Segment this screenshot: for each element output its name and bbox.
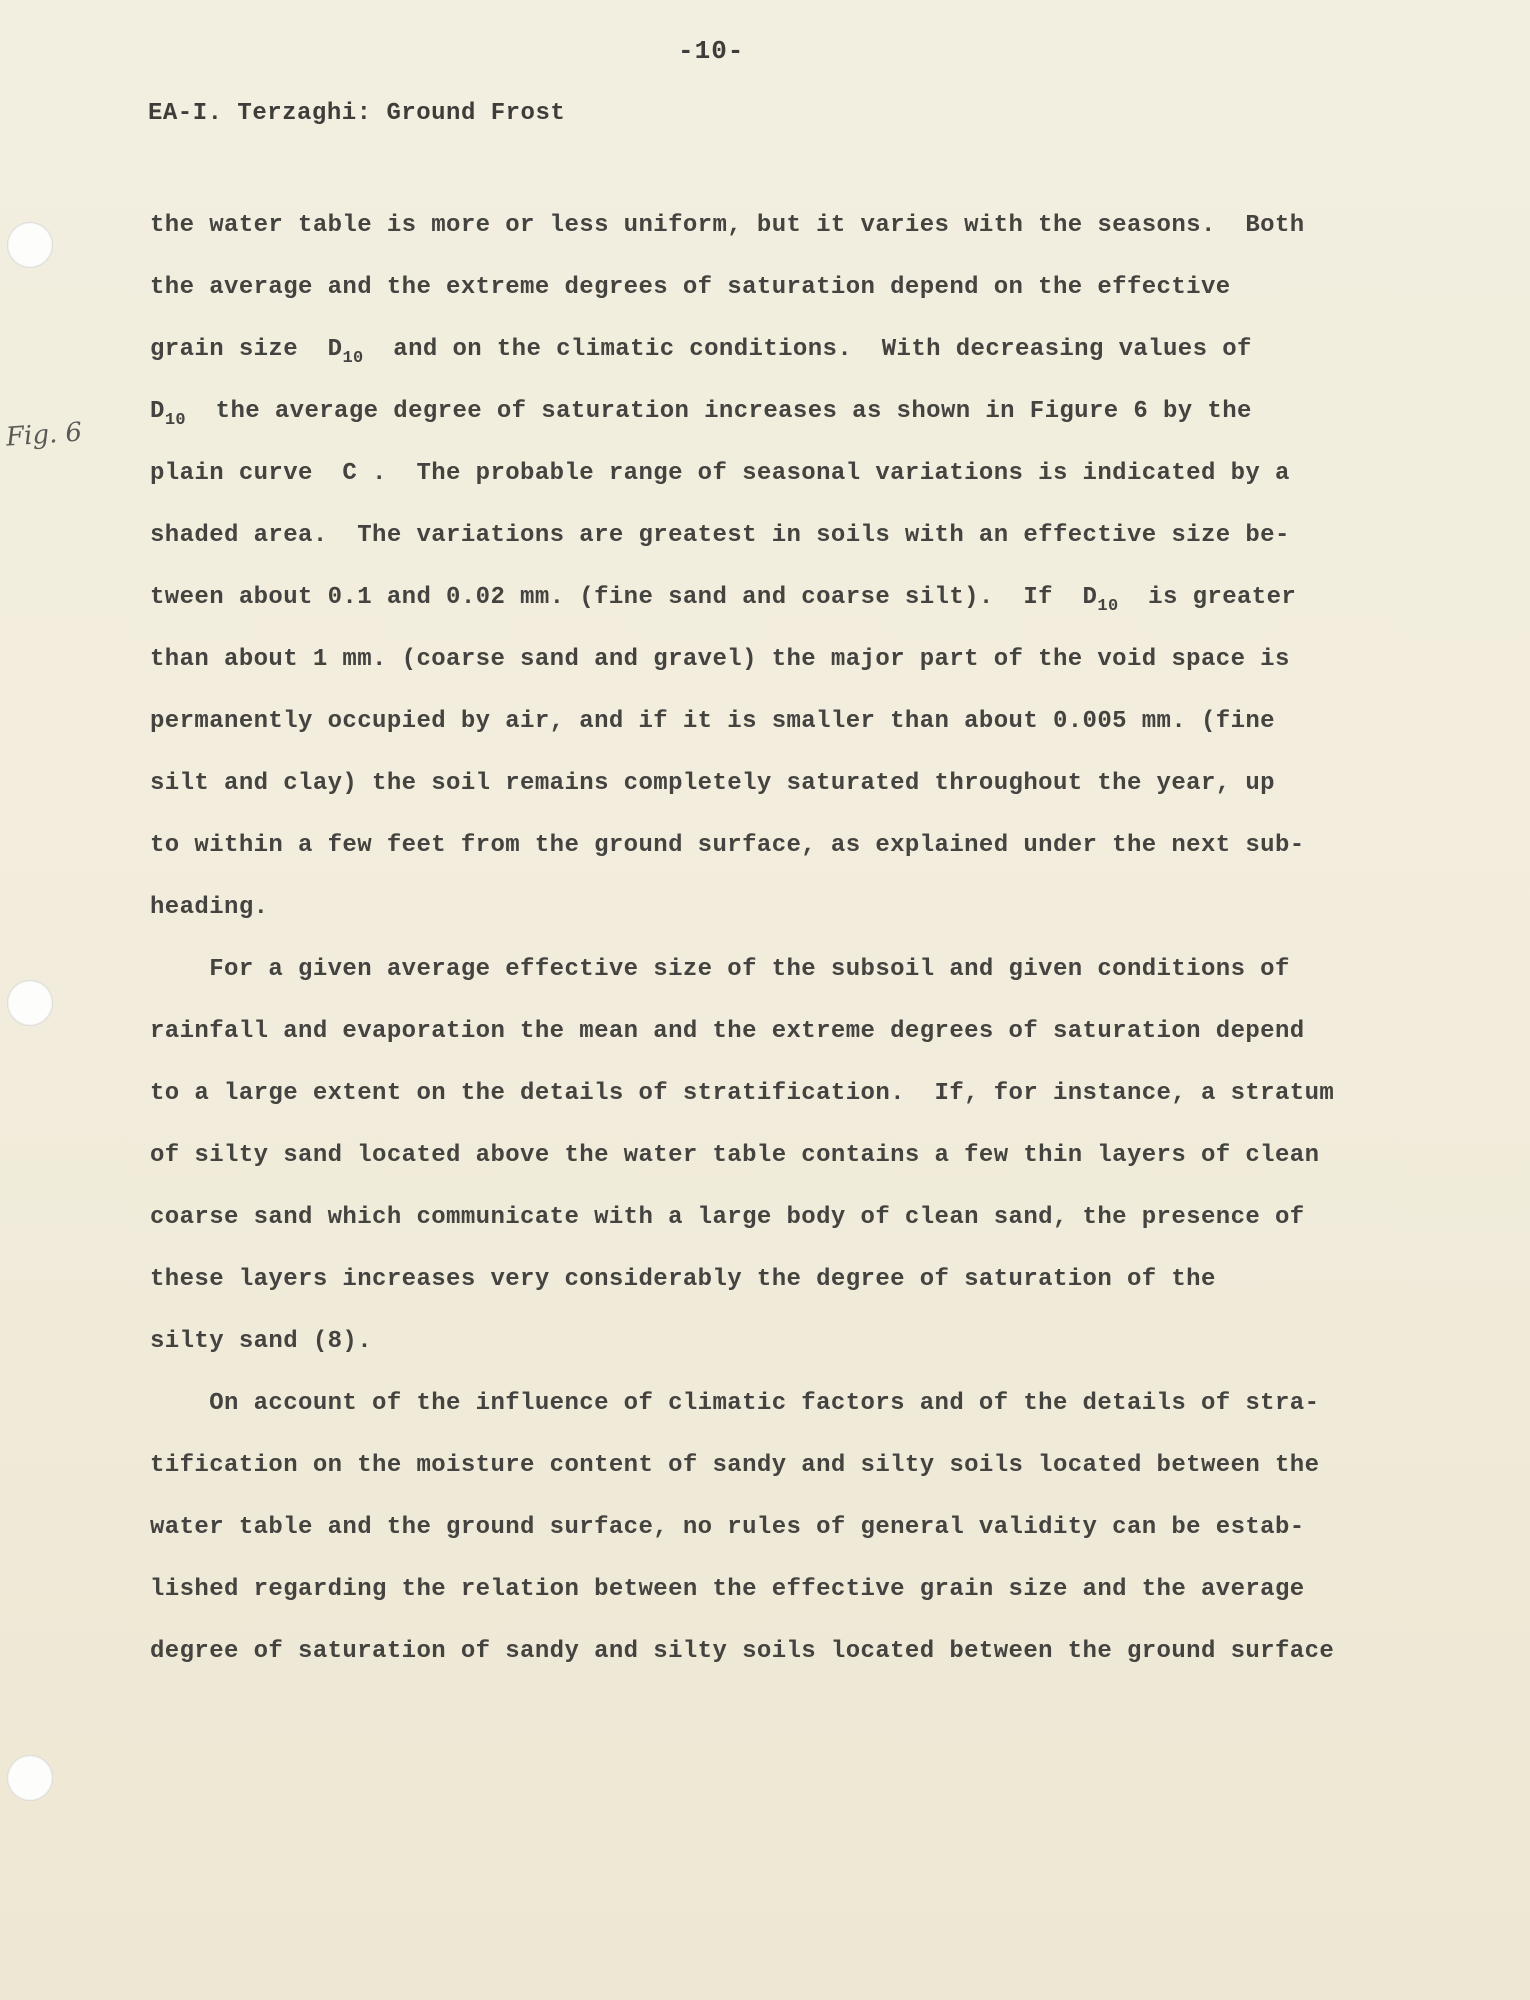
text-line [150, 336, 1252, 368]
text-run: tween about 0.1 and 0.02 mm. (fine sand and coarse silt). If D [150, 584, 1098, 611]
text-line: degree of saturation of sandy and silty soils located between the ground surface [150, 1638, 1335, 1665]
text-line: coarse sand which communicate with a large body of clean sand, the presence of [150, 1204, 1305, 1231]
text-line: of silty sand located above the water table contains a few thin layers of clean [150, 1142, 1320, 1169]
text-line: permanently occupied by air, and if it is smaller than about 0.005 mm. (fine [150, 708, 1275, 735]
text-line: lished regarding the relation between the effective grain size and the average [150, 1576, 1305, 1603]
text-run: grain size D [150, 336, 343, 363]
text-line: silt and clay) the soil remains completely saturated throughout the year, up [150, 770, 1275, 797]
text-line: to a large extent on the details of stratification. If, for instance, a stratum [150, 1080, 1335, 1107]
text-line: than about 1 mm. (coarse sand and gravel) the major part of the void space is [150, 646, 1290, 673]
text-line: tification on the moisture content of sandy and silty soils located between the [150, 1452, 1320, 1479]
text-line: the water table is more or less uniform, but it varies with the seasons. Both [150, 212, 1305, 239]
text-line: heading. [150, 894, 269, 921]
text-line: plain curve C . The probable range of seasonal variations is indicated by a [150, 460, 1290, 487]
text-line: water table and the ground surface, no rules of general validity can be estab- [150, 1514, 1305, 1541]
text-run: is greater [1118, 584, 1297, 611]
subscript: 10 [1097, 597, 1119, 616]
text-line [150, 398, 1252, 430]
handwritten-margin-note: Fig. 6 [5, 417, 84, 453]
text-run: D [150, 398, 165, 425]
subscript: 10 [342, 349, 364, 368]
text-line: For a given average effective size of the subsoil and given conditions of [150, 956, 1290, 983]
text-run: the average degree of saturation increases as shown in Figure 6 by the [186, 398, 1252, 425]
text-line: shaded area. The variations are greatest in soils with an effective size be- [150, 522, 1290, 549]
subscript: 10 [164, 411, 187, 430]
text-line: to within a few feet from the ground surface, as explained under the next sub- [150, 832, 1305, 859]
running-head: EA-I. Terzaghi: Ground Frost [148, 100, 566, 127]
page-number: -10- [678, 36, 745, 66]
text-line: rainfall and evaporation the mean and the extreme degrees of saturation depend [150, 1018, 1305, 1045]
text-line: the average and the extreme degrees of saturation depend on the effective [150, 274, 1231, 301]
text-line: silty sand (8). [150, 1328, 373, 1355]
binder-hole [7, 1755, 53, 1801]
text-line: On account of the influence of climatic factors and of the details of stra- [150, 1390, 1320, 1417]
text-run: and on the climatic conditions. With decreasing values of [363, 336, 1252, 363]
text-line [150, 584, 1297, 616]
binder-hole [7, 222, 53, 268]
text-line: these layers increases very considerably the degree of saturation of the [150, 1266, 1216, 1293]
binder-hole [7, 980, 53, 1026]
